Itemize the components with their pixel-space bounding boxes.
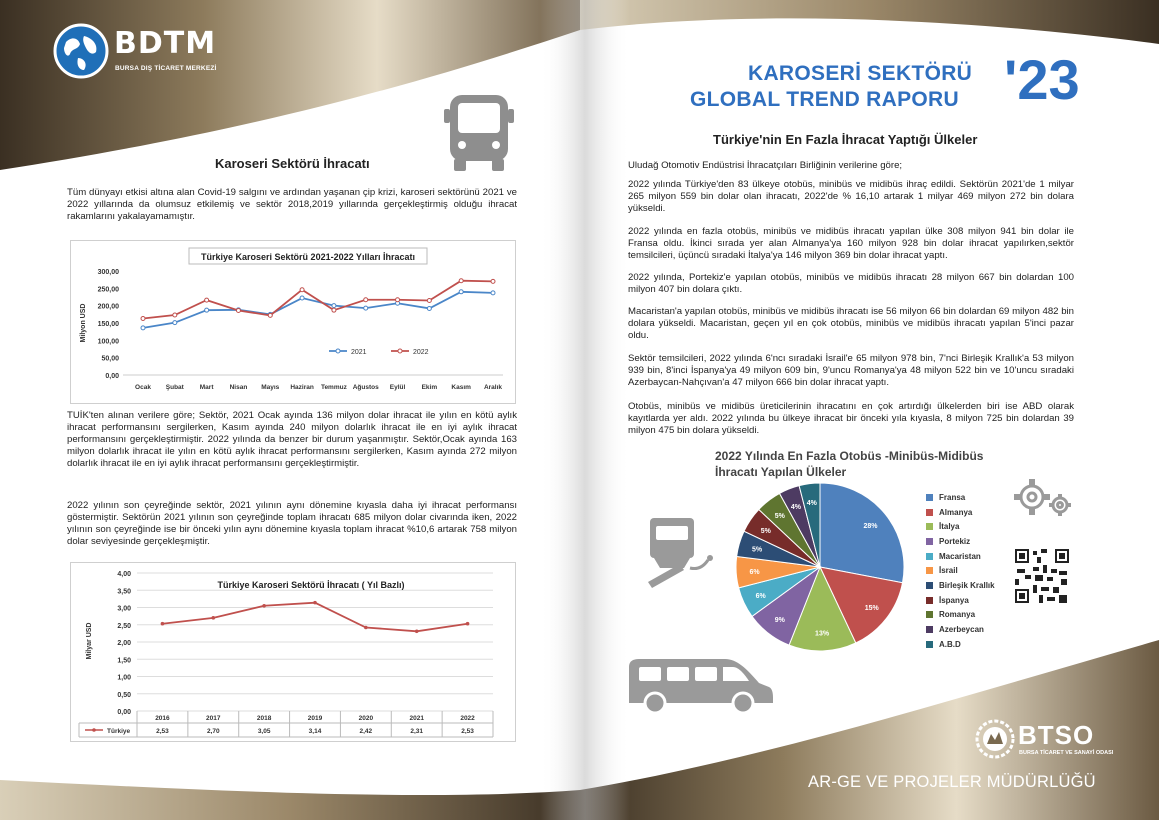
report-year: '23 xyxy=(1004,48,1080,111)
chart1-point-2022 xyxy=(364,298,368,302)
right-paragraph-5: Macaristan'a yapılan otobüs, minibüs ve midibüs ihracatı ise 56 milyon 66 bin dolardan 69 milyon 482 bin dolara yükseldi. Macaristan, geçen yıl en çok otobüs, minibüs ve midibüs ihracatı yapılan 5'inci pazar oldu. xyxy=(628,306,1074,341)
legend-item xyxy=(926,608,995,623)
chart1-xtick: Mayıs xyxy=(261,384,280,391)
chart1-legend-marker xyxy=(336,349,340,353)
btso-logo xyxy=(974,718,1134,764)
chart1-xtick: Ekim xyxy=(421,384,438,391)
chart2-ytick: 3,50 xyxy=(117,588,131,596)
chart2-value-label: 2,53 xyxy=(461,728,474,735)
pie-chart-title: 2022 Yılında En Fazla Otobüs -Minibüs-Midibüs İhracatı Yapılan Ülkeler xyxy=(715,449,984,479)
chart2-ytick: 0,00 xyxy=(117,709,131,716)
chart1-point-2021 xyxy=(459,290,463,294)
pie-slice-label: 28% xyxy=(863,523,878,531)
pie-slice-label: 6% xyxy=(749,569,760,577)
legend-item xyxy=(926,549,995,564)
right-paragraph-1: Uludağ Otomotiv Endüstrisi İhracatçıları Birliğinin verilerine göre; xyxy=(628,160,903,171)
chart1-point-2021 xyxy=(491,291,495,295)
chart1-ytick: 300,00 xyxy=(97,269,119,276)
chart2-value-label: 2,70 xyxy=(206,728,220,735)
chart1-xtick: Aralık xyxy=(483,384,503,391)
pie-slice-label: 4% xyxy=(806,499,817,507)
chart1-point-2021 xyxy=(332,304,336,308)
last-quarter-paragraph: 2022 yılının son çeyreğinde sektör, 2021 yılının aynı dönemine kıyasla daha iyi ihracat performansı göstermiştir. Sektörün 2021 yılının son çeyreğinde toplam ihracatı 685 milyon dolar civarında iken, 2022 yılının son çeyreğinde ise bir önceki yılın aynı dönemine kıyasla toplam ihracat %10,6 artarak 758 milyon dolar seviyesinde gerçekleşmiştir. xyxy=(67,500,517,547)
chart2-point xyxy=(262,604,266,608)
right-paragraph-4: 2022 yılında, Portekiz'e yapılan otobüs, minibüs ve midibüs ihracatı 28 milyon 667 bin dolardan 100 milyon 407 bin dolara çıktı. xyxy=(628,272,1074,295)
bus-icon xyxy=(444,93,514,173)
chart1-point-2022 xyxy=(173,313,177,317)
chart2-category-label: 2018 xyxy=(256,715,272,722)
chart1-ytick: 250,00 xyxy=(97,286,119,294)
chart2-title: Türkiye Karoseri Sektörü İhracatı ( Yıl Bazlı) xyxy=(217,580,405,590)
chart2-ytick: 1,00 xyxy=(117,674,131,682)
legend-label: İspanya xyxy=(939,595,969,605)
chart1-point-2022 xyxy=(236,309,240,313)
legend-swatch xyxy=(926,626,933,633)
tuik-paragraph: TUİK'ten alınan verilere göre; Sektör, 2021 Ocak ayında 136 milyon dolar ihracat ile yılın en kötü aylık ihracat performansını sergilerken, Kasım ayında 240 milyon dolarlık ihracat ile en iyi aylık ihracat performansını gerçekleştirmiştir. 2022 yılında da benzer bir durum yaşanmıştır. Sektör,Ocak ayında 163 milyon dolarlık ihracat ile yılın en kötü aylık ihracat performansını sergilerken, Kasım ayında 272 milyon dolarlık ihracat ile en iyi aylık ihracat performansını gerçekleştirmiştir. xyxy=(67,410,517,469)
legend-swatch xyxy=(926,523,933,530)
chart1-point-2021 xyxy=(364,306,368,310)
chart2-value-label: 2,31 xyxy=(410,728,424,735)
pie-slice-label: 5% xyxy=(752,546,763,554)
chart1-point-2022 xyxy=(396,298,400,302)
yearly-export-chart xyxy=(70,562,516,742)
chart1-ylabel: Milyon USD xyxy=(80,303,87,343)
chart1-point-2022 xyxy=(459,279,463,283)
chart2-value-label: 2,42 xyxy=(359,728,373,735)
chart2-category-label: 2021 xyxy=(409,715,424,722)
legend-item xyxy=(926,637,995,652)
chart1-point-2022 xyxy=(427,298,431,302)
chart1-xtick: Temmuz xyxy=(320,384,347,391)
legend-label: A.B.D xyxy=(939,639,961,649)
pie-slice-label: 6% xyxy=(755,592,766,600)
report-title-line2: GLOBAL TREND RAPORU xyxy=(690,88,959,111)
globe-icon xyxy=(52,22,110,80)
chart1-title: Türkiye Karoseri Sektörü 2021-2022 Yılları İhracatı xyxy=(201,252,415,262)
legend-swatch xyxy=(926,611,933,618)
pie-slice-label: 13% xyxy=(815,630,830,638)
yearly-export-chart-svg xyxy=(71,563,517,743)
chart1-point-2022 xyxy=(491,279,495,283)
chart1-ytick: 100,00 xyxy=(97,338,119,346)
chart1-ytick: 50,00 xyxy=(101,355,119,363)
chart2-point xyxy=(364,626,368,630)
chart2-value-label: 2,53 xyxy=(156,728,169,735)
pie-slice-label: 5% xyxy=(774,513,785,521)
bdtm-name: BDTM xyxy=(114,26,217,61)
chart1-xtick: Ocak xyxy=(135,384,151,391)
welding-tool-icon xyxy=(640,512,720,588)
legend-label: Almanya xyxy=(939,507,973,517)
chart2-category-label: 2019 xyxy=(307,715,323,722)
chart1-ytick: 200,00 xyxy=(97,303,119,311)
pie-slice-0 xyxy=(820,483,904,583)
chart1-xtick: Mart xyxy=(199,384,214,391)
chart2-point xyxy=(466,622,470,626)
chart1-legend-label: 2022 xyxy=(413,349,429,356)
legend-label: Portekiz xyxy=(939,536,971,546)
right-paragraph-6: Sektör temsilcileri, 2022 yılında 6'ncı sıradaki İsrail'e 65 milyon 978 bin, 7'nci Birleşik Krallık'a 53 milyon 939 bin, 8'inci İspanya'ya 49 milyon 609 bin, 9'uncu Romanya'ya 48 milyon 522 bin ve 10'uncu sıradaki Azerbaycan-Nahçıvan'a 47 milyon 666 bin dolar ihracat yaptı. xyxy=(628,353,1074,388)
chart1-legend-marker xyxy=(398,349,402,353)
pie-slice-label: 9% xyxy=(774,616,785,624)
pie-slice-label: 5% xyxy=(760,528,771,536)
pie-slice-label: 4% xyxy=(790,504,801,512)
monthly-export-chart xyxy=(70,240,516,404)
legend-swatch xyxy=(926,567,933,574)
legend-swatch xyxy=(926,597,933,604)
qr-code-icon xyxy=(1013,547,1071,605)
chart2-series-line xyxy=(162,603,467,632)
legend-item xyxy=(926,519,995,534)
chart2-ytick: 2,50 xyxy=(117,622,131,630)
legend-label: Macaristan xyxy=(939,551,981,561)
chart1-xtick: Haziran xyxy=(290,384,314,391)
chart1-point-2021 xyxy=(205,308,209,312)
footer-department: AR-GE VE PROJELER MÜDÜRLÜĞÜ xyxy=(808,773,1096,791)
country-pie-chart xyxy=(720,482,1060,662)
legend-item xyxy=(926,490,995,505)
chart2-ytick: 2,00 xyxy=(117,640,131,647)
legend-label: İtalya xyxy=(939,522,960,532)
chart1-series-line-2022 xyxy=(143,281,493,319)
chart2-category-label: 2020 xyxy=(358,715,374,722)
chart2-ytick: 4,00 xyxy=(117,571,131,578)
chart2-point xyxy=(313,601,317,605)
legend-swatch xyxy=(926,494,933,501)
legend-label: Fransa xyxy=(939,492,966,502)
chart2-category-label: 2022 xyxy=(460,715,475,722)
chart1-point-2022 xyxy=(300,288,304,292)
chart1-xtick: Kasım xyxy=(451,384,471,391)
legend-swatch xyxy=(926,641,933,648)
chart1-point-2022 xyxy=(141,316,145,320)
chart1-xtick: Şubat xyxy=(165,384,184,391)
legend-item xyxy=(926,563,995,578)
legend-item xyxy=(926,622,995,637)
chart2-ylabel: Milyar USD xyxy=(86,622,93,660)
gear-icon xyxy=(1010,475,1074,519)
chart1-point-2021 xyxy=(173,321,177,325)
legend-label: Birleşik Krallık xyxy=(939,580,995,590)
chart1-xtick: Nisan xyxy=(229,384,248,391)
legend-label: İsrail xyxy=(939,566,958,576)
chart2-category-label: 2017 xyxy=(206,715,221,722)
countries-section-title: Türkiye'nin En Fazla İhracat Yaptığı Ülkeler xyxy=(713,132,978,147)
chart1-ytick: 0,00 xyxy=(105,373,119,380)
legend-swatch xyxy=(926,582,933,589)
chart1-xtick: Ağustos xyxy=(352,384,379,391)
chart2-ytick: 1,50 xyxy=(117,657,131,665)
right-paragraph-2: 2022 yılında Türkiye'den 83 ülkeye otobüs, minibüs ve midibüs ihraç edildi. Sektörün 2021'de 1 milyar 265 milyon 559 bin dolar olan ihracatı, 2022'de % 16,10 artarak 1 milyar 469 milyon 272 bin dolara yükseldi. xyxy=(628,179,1074,214)
chart1-ytick: 150,00 xyxy=(97,321,119,328)
legend-swatch xyxy=(926,538,933,545)
chart1-point-2021 xyxy=(300,296,304,300)
minibus-icon xyxy=(625,655,775,715)
chart2-category-label: 2016 xyxy=(155,715,170,722)
chart2-legend-marker xyxy=(92,728,96,732)
chart1-point-2022 xyxy=(205,298,209,302)
right-paragraph-3: 2022 yılında en fazla otobüs, minibüs ve midibüs ihracatı yapılan ülke 308 milyon 941 bin dolar ile Fransa oldu. İkinci sırada yer alan Almanya'ya 160 milyon 928 bin dolar ihracat yapılırken,sektör temsilcileri, üçüncü sıradaki İtalya'ya 146 milyon 369 bin dolar ihracat yaptı. xyxy=(628,226,1074,261)
chart1-series-line-2021 xyxy=(143,292,493,328)
chart1-point-2022 xyxy=(268,313,272,317)
chart2-point xyxy=(415,630,419,634)
bdtm-subtitle: BURSA DIŞ TİCARET MERKEZİ xyxy=(115,65,217,72)
btso-name: BTSO xyxy=(1018,720,1095,750)
chart2-point xyxy=(211,616,215,620)
legend-item xyxy=(926,578,995,593)
pie-slice-label: 15% xyxy=(864,605,879,613)
legend-swatch xyxy=(926,509,933,516)
report-title-line1: KAROSERİ SEKTÖRÜ xyxy=(748,62,973,85)
pie-legend xyxy=(926,490,995,652)
chart2-value-label: 3,14 xyxy=(308,728,322,735)
chart1-point-2022 xyxy=(332,308,336,312)
chart1-point-2021 xyxy=(427,306,431,310)
chart1-legend-label: 2021 xyxy=(351,349,367,356)
intro-paragraph: Tüm dünyayı etkisi altına alan Covid-19 salgını ve ardından yaşanan çip krizi, karoseri sektörünü 2021 ve 2022 yıllarında da olumsuz etkilemiş ve sektör 2018,2019 yıllarında gerçekleştirmiş olduğu ihracat rakamlarını yakalayamamıştır. xyxy=(67,187,517,222)
chart1-xtick: Eylül xyxy=(389,384,406,391)
legend-label: Azerbeycan xyxy=(939,625,984,635)
chart2-legend-label: Türkiye xyxy=(107,728,131,735)
chart2-point xyxy=(161,622,165,626)
legend-item xyxy=(926,505,995,520)
chart2-value-label: 3,05 xyxy=(257,728,271,735)
chart2-ytick: 0,50 xyxy=(117,691,131,699)
legend-item xyxy=(926,593,995,608)
chart1-point-2021 xyxy=(141,326,145,330)
legend-label: Romanya xyxy=(939,610,976,620)
btso-subtitle: BURSA TİCARET VE SANAYİ ODASI xyxy=(1019,750,1114,756)
export-section-title: Karoseri Sektörü İhracatı xyxy=(215,156,370,171)
right-paragraph-7: Otobüs, minibüs ve midibüs üreticilerinin ihracatını en çok artırdığı ülkelerden biri ise ABD olarak kayıtlarda yer aldı. 2022 yılında bu ülkeye ihracat bir önceki yıla kıyasla, 8 milyon 725 bin dolardan 39 milyon 475 bin dolara yükseldi. xyxy=(628,401,1074,436)
btso-emblem-icon xyxy=(974,718,1016,760)
legend-item xyxy=(926,534,995,549)
bdtm-logo xyxy=(52,22,232,82)
chart2-ytick: 3,00 xyxy=(117,605,131,613)
legend-swatch xyxy=(926,553,933,560)
monthly-export-chart-svg xyxy=(71,241,517,405)
